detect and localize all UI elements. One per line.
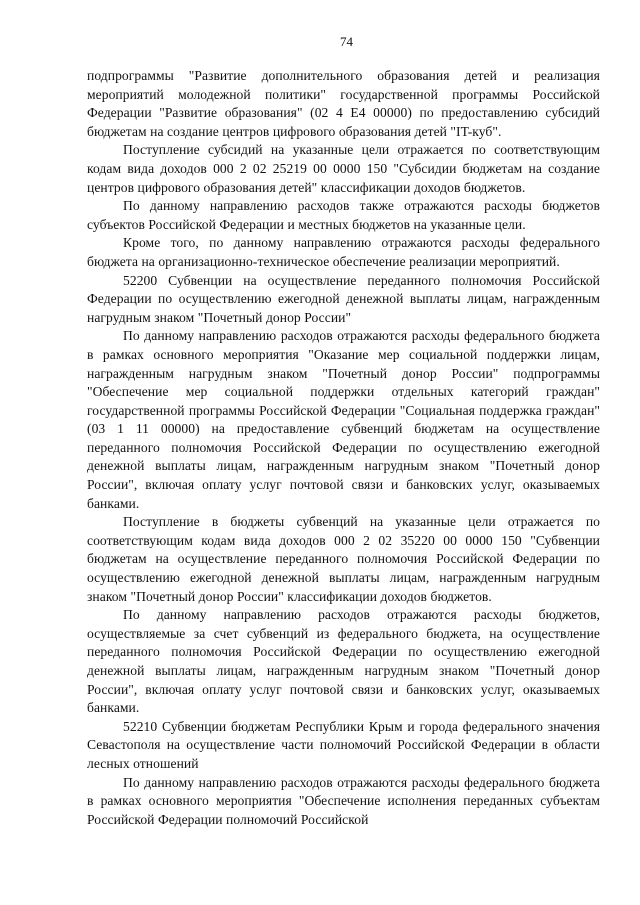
paragraph-52200-income: Поступление в бюджеты субвенций на указанные цели отражается по соответствующим кодам вида доходов 000 2 02 35220 00 0000 150 "Субвенции бюджетам на осуществление переданного полномочия Российской Федерации по осуществлению ежегодной денежной выплаты лицам, награжденным нагрудным знаком "Почетный донор России" классификации доходов бюджетов.	[87, 514, 600, 604]
paragraph-subsidy-income: Поступление субсидий на указанные цели отражается по соответствующим кодам вида доходов 000 2 02 25219 00 0000 150 "Субсидии бюджетам на создание центров цифрового образования детей" классификации доходов бюджетов.	[87, 142, 600, 195]
paragraph-subprogram-continuation: подпрограммы "Развитие дополнительного образования детей и реализация мероприятий молодежной политики" государственной программы Российской Федерации "Развитие образования" (02 4 Е4 00000) по предоставлению субсидий бюджетам на создание центров цифрового образования детей "IT-куб".	[87, 68, 600, 139]
paragraph-52200-federal-expenses: По данному направлению расходов отражаются расходы федерального бюджета в рамках основного мероприятия "Оказание мер социальной поддержки лицам, награжденным нагрудным знаком "Почетный донор России" подпрограммы "Обеспечение мер социальной поддержки отдельных категорий граждан" государственной программы Российской Федерации "Социальная поддержка граждан" (03 1 11 00000) на предоставление субвенций бюджетам на осуществление переданного полномочия Российской Федерации по осуществлению ежегодной денежной выплаты лицам, награжденным нагрудным знаком "Почетный донор России", включая оплату услуг почтовой связи и банковских услуг, оказываемых банками.	[87, 328, 600, 511]
paragraph-52200-budget-expenses: По данному направлению расходов отражаются расходы бюджетов, осуществляемые за счет субвенций из федерального бюджета, на осуществление переданного полномочия Российской Федерации по осуществлению ежегодной денежной выплаты лицам, награжденным нагрудным знаком "Почетный донор России", включая оплату услуг почтовой связи и банковских услуг, оказываемых банками.	[87, 607, 600, 716]
paragraph-52210-federal-expenses: По данному направлению расходов отражаются расходы федерального бюджета в рамках основного мероприятия "Обеспечение исполнения переданных субъектам Российской Федерации полномочий Российской	[87, 774, 600, 827]
paragraph-regional-expenses: По данному направлению расходов также отражаются расходы бюджетов субъектов Российской Федерации и местных бюджетов на указанные цели.	[87, 198, 600, 232]
page-number: 74	[340, 34, 353, 49]
section-heading-52200: 52200 Субвенции на осуществление переданного полномочия Российской Федерации по осуществлению ежегодной денежной выплаты лицам, награжденным нагрудным знаком "Почетный донор России"	[87, 272, 600, 325]
section-heading-52210: 52210 Субвенции бюджетам Республики Крым и города федерального значения Севастополя на осуществление части полномочий Российской Федерации в области лесных отношений	[87, 718, 600, 771]
paragraph-federal-technical: Кроме того, по данному направлению отражаются расходы федерального бюджета на организационно-техническое обеспечение реализации мероприятий.	[87, 235, 600, 269]
